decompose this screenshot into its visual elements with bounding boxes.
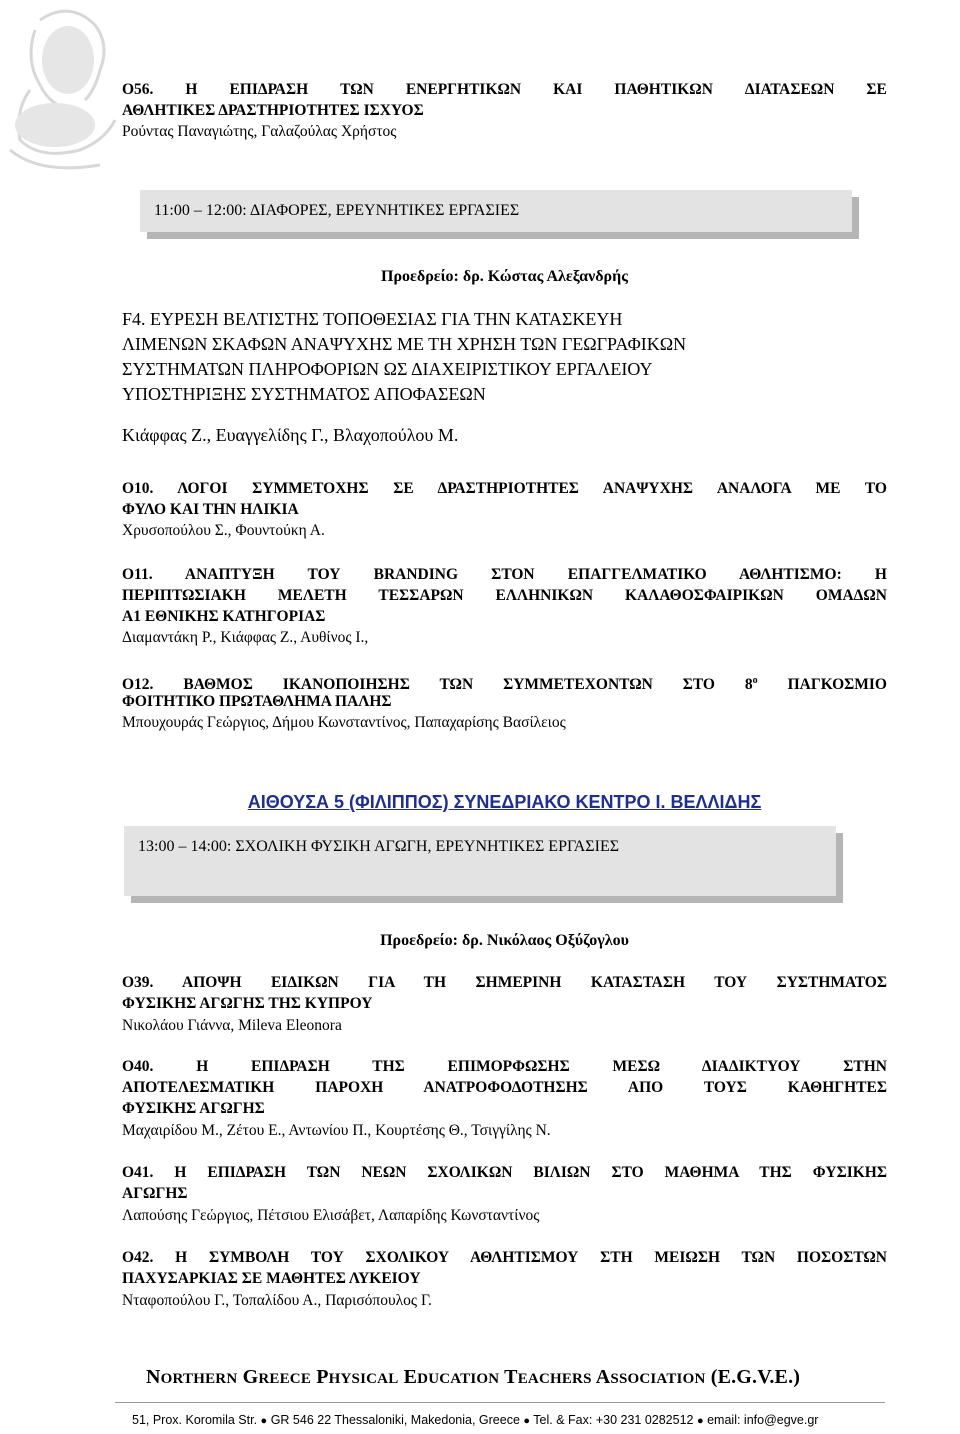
- org-word-initial: T: [504, 1366, 518, 1388]
- o41-title-line2: ΑΓΩΓΗΣ: [122, 1185, 188, 1202]
- org-word-initial: A: [595, 1366, 611, 1388]
- o56-title-word: ΔΙΑΤΑΣΕΩΝ: [744, 81, 835, 98]
- footer-postcode: GR 546 22 Thessaloniki, Makedonia, Greece: [270, 1413, 520, 1427]
- o39-title-line2: ΦΥΣΙΚΗΣ ΑΓΩΓΗΣ ΤΗΣ ΚΥΠΡΟΥ: [122, 995, 373, 1012]
- f4-authors: Κιάφφας Ζ., Ευαγγελίδης Γ., Βλαχοπούλου Μ.: [122, 425, 459, 445]
- o56-title-word: ΤΩΝ: [340, 81, 374, 98]
- org-word: [404, 1366, 500, 1388]
- o41-title-line1: Ο41. Η ΕΠΙΔΡΑΣΗ ΤΩΝ ΝΕΩΝ ΣΧΟΛΙΚΩΝ ΒΙΛΙΩΝ ΣΤΟ ΜΑΘΗΜΑ ΤΗΣ ΦΥΣΙΚΗΣ: [122, 1164, 887, 1181]
- session-chair: Προεδρείο: δρ. Κώστας Αλεξανδρής: [381, 268, 628, 285]
- org-word-rest: HYSICAL: [328, 1371, 399, 1387]
- f4-title-line1: F4. ΕΥΡΕΣΗ ΒΕΛΤΙΣΤΗΣ ΤΟΠΟΘΕΣΙΑΣ ΓΙΑ ΤΗΝ ΚΑΤΑΣΚΕΥΗ: [122, 309, 623, 329]
- footer-divider: [115, 1402, 885, 1403]
- bullet-icon: ●: [260, 1415, 268, 1427]
- o56-title-word: Ο56.: [122, 81, 154, 98]
- o42-authors: Νταφοπούλου Γ., Τοπαλίδου Α., Παρισόπουλος Γ.: [122, 1292, 432, 1309]
- footer-organization: [146, 1366, 800, 1389]
- o56-title-line1: [122, 79, 887, 100]
- o56-title-word: Η: [185, 81, 198, 98]
- footer-contact: [132, 1413, 818, 1427]
- o11-title-line3: Α1 ΕΘΝΙΚΗΣ ΚΑΤΗΓΟΡΙΑΣ: [122, 608, 326, 625]
- o56-title-word: ΕΝΕΡΓΗΤΙΚΩΝ: [405, 81, 522, 98]
- session-title: 13:00 – 14:00: ΣΧΟΛΙΚΗ ΦΥΣΙΚΗ ΑΓΩΓΗ, ΕΡΕΥΝΗΤΙΚΕΣ ΕΡΓΑΣΙΕΣ: [138, 838, 620, 855]
- org-word-rest: DUCATION: [417, 1371, 500, 1387]
- session-title: 11:00 – 12:00: ΔΙΑΦΟΡΕΣ, ΕΡΕΥΝΗΤΙΚΕΣ ΕΡΓΑΣΙΕΣ: [154, 202, 520, 219]
- org-word-rest: EACHERS: [517, 1371, 592, 1387]
- o56-title-line2: ΑΘΛΗΤΙΚΕΣ ΔΡΑΣΤΗΡΙΟΤΗΤΕΣ ΙΣΧΥΟΣ: [122, 102, 424, 119]
- org-word: [243, 1366, 311, 1388]
- org-word-initial: G: [242, 1366, 259, 1388]
- o56-title-word: ΕΠΙΔΡΑΣΗ: [229, 81, 309, 98]
- o42-title-line2: ΠΑΧΥΣΑΡΚΙΑΣ ΣΕ ΜΑΘΗΤΕΣ ΛΥΚΕΙΟΥ: [122, 1270, 421, 1287]
- o39-title-line1: Ο39. ΑΠΟΨΗ ΕΙΔΙΚΩΝ ΓΙΑ ΤΗ ΣΗΜΕΡΙΝΗ ΚΑΤΑΣΤΑΣΗ ΤΟΥ ΣΥΣΤΗΜΑΤΟΣ: [122, 974, 887, 991]
- org-word-rest: REECE: [258, 1371, 312, 1387]
- o40-title-line3: ΦΥΣΙΚΗΣ ΑΓΩΓΗΣ: [122, 1100, 265, 1117]
- f4-title-line2: ΛΙΜΕΝΩΝ ΣΚΑΦΩΝ ΑΝΑΨΥΧΗΣ ΜΕ ΤΗ ΧΡΗΣΗ ΤΩΝ ΓΕΩΓΡΑΦΙΚΩΝ: [122, 334, 687, 354]
- o10-title-line1: Ο10. ΛΟΓΟΙ ΣΥΜΜΕΤΟΧΗΣ ΣΕ ΔΡΑΣΤΗΡΙΟΤΗΤΕΣ ΑΝΑΨΥΧΗΣ ΑΝΑΛΟΓΑ ΜΕ ΤΟ: [122, 480, 887, 497]
- o12-authors: Μπουχουράς Γεώργιος, Δήμου Κωνσταντίνος, Παπαχαρίσης Βασίλειος: [122, 714, 566, 731]
- org-word: [316, 1366, 398, 1388]
- session-header-1: [140, 190, 852, 232]
- footer-tel: Tel. & Fax: +30 231 0282512: [533, 1413, 694, 1427]
- org-word-initial: N: [146, 1366, 161, 1388]
- o56-title-word: ΠΑΘΗΤΙΚΩΝ: [614, 81, 713, 98]
- o39-authors: Νικολάου Γιάννα, Mileva Eleonora: [122, 1017, 342, 1034]
- session-header-2: [124, 826, 836, 896]
- o12-title-part2: ΠΑΓΚΟΣΜΙΟ: [757, 676, 887, 694]
- o12-title-line2: ΦΟΙΤΗΤΙΚΟ ΠΡΩΤΑΘΛΗΜΑ ΠΑΛΗΣ: [122, 693, 392, 710]
- o40-authors: Μαχαιρίδου Μ., Ζέτου Ε., Αντωνίου Π., Κουρτέσης Θ., Τσιγγίλης Ν.: [122, 1122, 551, 1139]
- bullet-icon: ●: [523, 1415, 531, 1427]
- org-word: [596, 1366, 706, 1388]
- footer-email: email: info@egve.gr: [707, 1413, 819, 1427]
- org-word-initial: E: [403, 1366, 418, 1388]
- o11-title-line2: ΠΕΡΙΠΤΩΣΙΑΚΗ ΜΕΛΕΤΗ ΤΕΣΣΑΡΩΝ ΕΛΛΗΝΙΚΩΝ ΚΑΛΑΘΟΣΦΑΙΡΙΚΩΝ ΟΜΑΔΩΝ: [122, 587, 887, 604]
- f4-title-line3: ΣΥΣΤΗΜΑΤΩΝ ΠΛΗΡΟΦΟΡΙΩΝ ΩΣ ΔΙΑΧΕΙΡΙΣΤΙΚΟΥ ΕΡΓΑΛΕΙΟΥ: [122, 359, 653, 379]
- o56-title-word: ΚΑΙ: [553, 81, 583, 98]
- o56-authors: Ρούντας Παναγιώτης, Γαλαζούλας Χρήστος: [122, 123, 397, 140]
- footer-address: 51, Prox. Koromila Str.: [132, 1413, 258, 1427]
- o11-title-line1: Ο11. ΑΝΑΠΤΥΞΗ ΤΟΥ BRANDING ΣΤΟΝ ΕΠΑΓΓΕΛΜΑΤΙΚΟ ΑΘΛΗΤΙΣΜΟ: Η: [122, 566, 887, 583]
- f4-title-line4: ΥΠΟΣΤΗΡΙΞΗΣ ΣΥΣΤΗΜΑΤΟΣ ΑΠΟΦΑΣΕΩΝ: [122, 384, 486, 404]
- o40-title-line1: Ο40. Η ΕΠΙΔΡΑΣΗ ΤΗΣ ΕΠΙΜΟΡΦΩΣΗΣ ΜΕΣΩ ΔΙΑΔΙΚΤΥΟΥ ΣΤΗΝ: [122, 1058, 887, 1075]
- hall-title: ΑΙΘΟΥΣΑ 5 (ΦΙΛΙΠΠΟΣ) ΣΥΝΕΔΡΙΑΚΟ ΚΕΝΤΡΟ Ι. ΒΕΛΛΙΔΗΣ: [247, 792, 762, 812]
- o12-title-part1: Ο12. ΒΑΘΜΟΣ ΙΚΑΝΟΠΟΙΗΣΗΣ ΤΩΝ ΣΥΜΜΕΤΕΧΟΝΤΩΝ ΣΤΟ 8: [122, 676, 753, 694]
- org-word-rest: ORTHERN: [160, 1371, 238, 1387]
- o12-ordinal: ο: [752, 675, 758, 686]
- o40-title-line2: ΑΠΟΤΕΛΕΣΜΑΤΙΚΗ ΠΑΡΟΧΗ ΑΝΑΤΡΟΦΟΔΟΤΗΣΗΣ ΑΠΟ ΤΟΥΣ ΚΑΘΗΓΗΤΕΣ: [122, 1079, 887, 1096]
- org-word-rest: SSOCIATION: [610, 1371, 706, 1387]
- org-abbreviation: (E.G.V.E.): [710, 1366, 801, 1388]
- bullet-icon: ●: [696, 1415, 704, 1427]
- o42-title-line1: Ο42. Η ΣΥΜΒΟΛΗ ΤΟΥ ΣΧΟΛΙΚΟΥ ΑΘΛΗΤΙΣΜΟΥ ΣΤΗ ΜΕΙΩΣΗ ΤΩΝ ΠΟΣΟΣΤΩΝ: [122, 1249, 887, 1266]
- o11-authors: Διαμαντάκη Ρ., Κιάφφας Ζ., Αυθίνος Ι.,: [122, 629, 369, 646]
- o10-authors: Χρυσοπούλου Σ., Φουντούκη Α.: [122, 522, 325, 539]
- org-word-initial: P: [316, 1366, 329, 1388]
- philosopher-bust-icon: [0, 0, 120, 175]
- o10-title-line2: ΦΥΛΟ ΚΑΙ ΤΗΝ ΗΛΙΚΙΑ: [122, 501, 299, 518]
- o56-title-word: ΣΕ: [866, 81, 887, 98]
- o41-authors: Λαπούσης Γεώργιος, Πέτσιου Ελισάβετ, Λαπαρίδης Κωνσταντίνος: [122, 1207, 540, 1224]
- org-word: [504, 1366, 591, 1388]
- org-word: [146, 1366, 237, 1388]
- session-chair: Προεδρείο: δρ. Νικόλαος Οξύζογλου: [380, 932, 629, 949]
